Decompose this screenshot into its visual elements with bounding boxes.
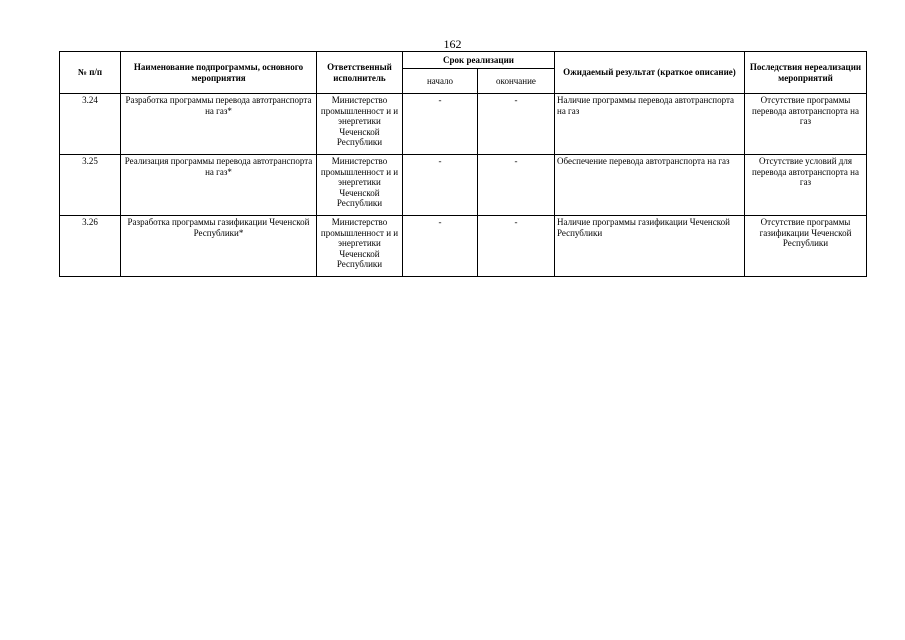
row-start: -	[403, 216, 478, 277]
header-start: начало	[403, 69, 478, 94]
row-num: 3.24	[60, 94, 121, 155]
measures-table	[59, 51, 867, 277]
header-consequences: Последствия нереализации мероприятий	[745, 52, 867, 94]
row-responsible: Министерство промышленност и и энергетики Чеченской Республики	[317, 155, 403, 216]
row-end: -	[478, 94, 555, 155]
header-responsible: Ответственный исполнитель	[317, 52, 403, 94]
header-num: № п/п	[60, 52, 121, 94]
row-consequences: Отсутствие условий для перевода автотранспорта на газ	[745, 155, 867, 216]
table-header-row	[60, 52, 867, 69]
row-end: -	[478, 155, 555, 216]
page-number: 162	[443, 37, 462, 51]
row-num: 3.26	[60, 216, 121, 277]
row-result: Обеспечение перевода автотранспорта на газ	[555, 155, 745, 216]
row-result: Наличие программы газификации Чеченской Республики	[555, 216, 745, 277]
header-end: окончание	[478, 69, 555, 94]
row-name: Реализация программы перевода автотранспорта на газ*	[121, 155, 317, 216]
row-responsible: Министерство промышленност и и энергетики Чеченской Республики	[317, 216, 403, 277]
table-row	[60, 155, 867, 216]
table-row	[60, 94, 867, 155]
header-name: Наименование подпрограммы, основного мероприятия	[121, 52, 317, 94]
header-term: Срок реализации	[403, 52, 555, 69]
row-end: -	[478, 216, 555, 277]
table-row	[60, 216, 867, 277]
row-consequences: Отсутствие программы перевода автотранспорта на газ	[745, 94, 867, 155]
row-start: -	[403, 155, 478, 216]
row-num: 3.25	[60, 155, 121, 216]
row-responsible: Министерство промышленност и и энергетики Чеченской Республики	[317, 94, 403, 155]
row-name: Разработка программы газификации Чеченской Республики*	[121, 216, 317, 277]
row-name: Разработка программы перевода автотранспорта на газ*	[121, 94, 317, 155]
row-result: Наличие программы перевода автотранспорта на газ	[555, 94, 745, 155]
header-result: Ожидаемый результат (краткое описание)	[555, 52, 745, 94]
row-consequences: Отсутствие программы газификации Чеченской Республики	[745, 216, 867, 277]
row-start: -	[403, 94, 478, 155]
